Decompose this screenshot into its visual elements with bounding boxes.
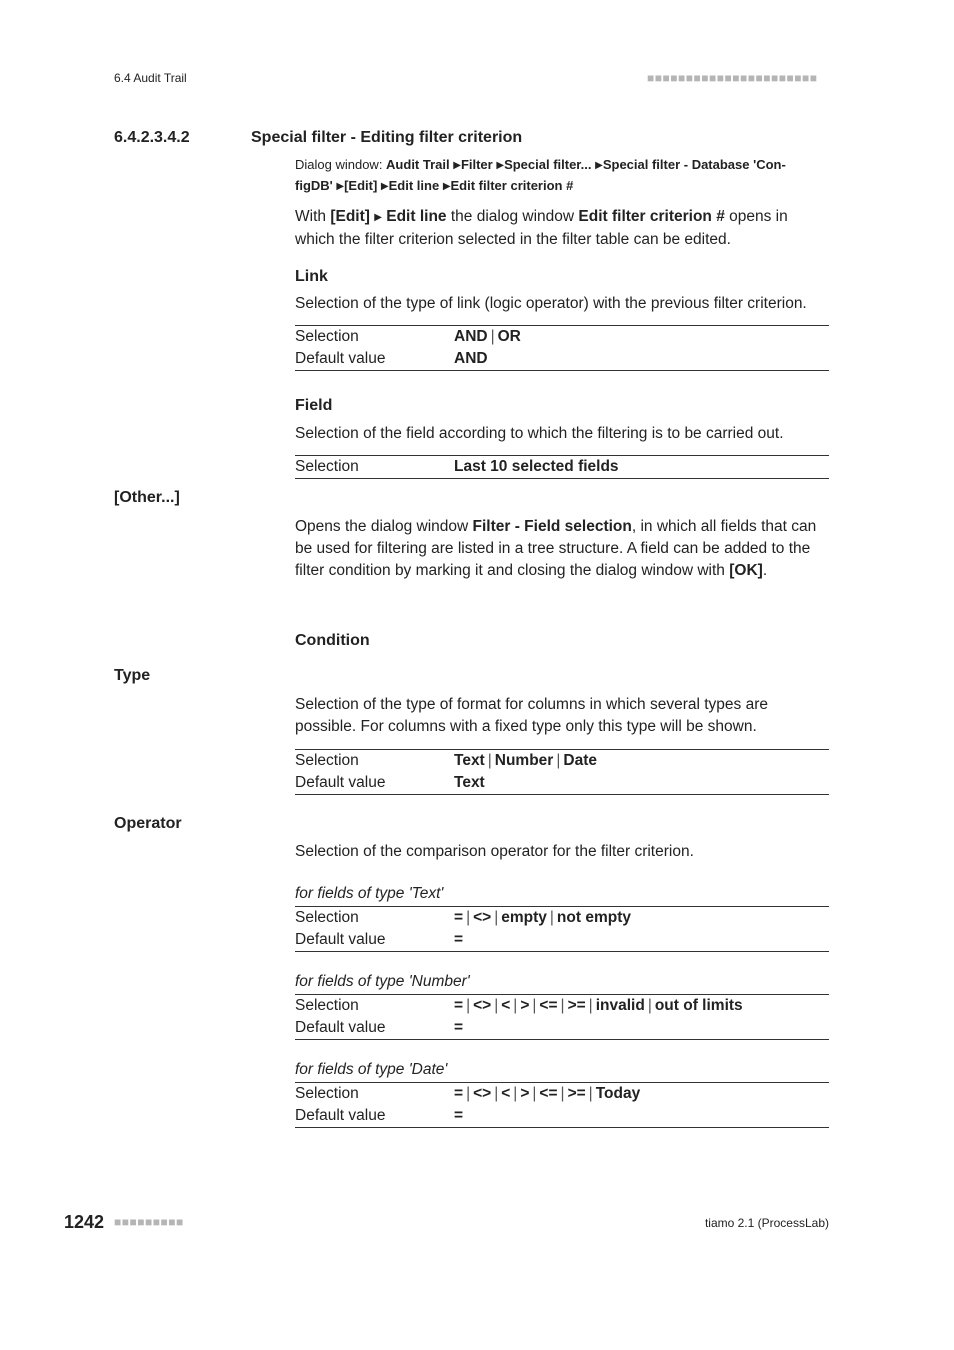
type-label: Type — [114, 667, 151, 684]
breadcrumb-item: Edit line — [388, 178, 440, 193]
triangle-icon: ▶ — [374, 212, 382, 223]
link-settings-table — [295, 325, 829, 371]
other-label: [Other...] — [114, 489, 180, 506]
default-value: = — [454, 1019, 464, 1036]
product-name: tiamo 2.1 (ProcessLab) — [704, 1216, 829, 1230]
table-row — [295, 326, 829, 349]
number-operators-caption: for fields of type 'Number' — [295, 973, 470, 990]
triangle-icon: ▶ — [496, 160, 505, 171]
breadcrumb-item: Edit filter criterion # — [450, 178, 574, 193]
breadcrumb-item: Special filter... — [504, 157, 592, 172]
selection-label: Selection — [295, 752, 359, 769]
triangle-icon: ▶ — [595, 160, 603, 171]
selection-label: Selection — [295, 909, 359, 926]
text-operators-caption: for fields of type 'Text' — [295, 885, 444, 902]
selection-values: = | <> | empty | not empty — [454, 909, 631, 926]
operator-label: Operator — [114, 815, 182, 832]
selection-label: Selection — [295, 997, 359, 1014]
default-label: Default value — [295, 774, 386, 791]
table-row — [295, 929, 829, 952]
selection-label: Selection — [295, 458, 359, 475]
page-number: 1242 — [64, 1212, 105, 1232]
default-label: Default value — [295, 931, 386, 948]
triangle-icon: ▶ — [336, 181, 345, 192]
default-label: Default value — [295, 1107, 386, 1124]
section-title: Special filter - Editing filter criterion — [251, 129, 523, 146]
operator-description: Selection of the comparison operator for the filter criterion. — [295, 843, 694, 860]
table-row — [295, 1017, 829, 1040]
text-operators-table — [295, 906, 829, 952]
table-row — [295, 1083, 829, 1106]
date-operators-caption: for fields of type 'Date' — [295, 1061, 448, 1078]
breadcrumb-item: figDB' — [295, 178, 333, 193]
breadcrumb-item: [Edit] — [344, 178, 378, 193]
breadcrumb-item: Audit Trail — [386, 157, 450, 172]
table-row — [295, 348, 829, 371]
field-description: Selection of the field according to which the filtering is to be carried out. — [295, 425, 784, 442]
header-dots: ■■■■■■■■■■■■■■■■■■■■■■ — [647, 71, 818, 85]
dialog-breadcrumb — [295, 155, 829, 197]
breadcrumb-item: Filter — [460, 157, 493, 172]
breadcrumb-item: Special filter - Database 'Con- — [602, 157, 786, 172]
footer-dots: ■■■■■■■■■ — [114, 1215, 184, 1229]
section-number: 6.4.2.3.4.2 — [114, 129, 190, 146]
default-value: = — [454, 931, 464, 948]
selection-values: AND | OR — [454, 328, 521, 345]
default-value: = — [454, 1107, 464, 1124]
default-value: Text — [454, 774, 485, 791]
selection-value: Last 10 selected fields — [454, 458, 619, 475]
triangle-icon: ▶ — [442, 181, 451, 192]
intro-paragraph: With [Edit] ▶ Edit line the dialog window Edit filter criterion # opens in which the filter criterion selected in the filter table can be edited. — [295, 208, 788, 248]
default-value: AND — [454, 350, 488, 367]
default-label: Default value — [295, 350, 386, 367]
table-row — [295, 995, 829, 1018]
table-row — [295, 1105, 829, 1128]
breadcrumb-prefix: Dialog window: — [295, 157, 387, 172]
date-operators-table — [295, 1082, 829, 1128]
link-description: Selection of the type of link (logic operator) with the previous filter criterion. — [295, 295, 807, 312]
triangle-icon: ▶ — [380, 181, 389, 192]
number-operators-table — [295, 994, 829, 1040]
selection-values: = | <> | < | > | <= | >= | invalid | out of limits — [454, 997, 743, 1014]
type-description: Selection of the type of format for columns in which several types are possible. For columns with a fixed type only this type will be shown. — [295, 696, 768, 735]
table-row — [295, 907, 829, 930]
running-header: 6.4 Audit Trail — [114, 71, 187, 85]
table-row — [295, 456, 829, 479]
selection-values: Text | Number | Date — [454, 752, 597, 769]
condition-heading: Condition — [295, 632, 370, 649]
table-row — [295, 750, 829, 773]
triangle-icon: ▶ — [453, 160, 461, 171]
table-row — [295, 772, 829, 795]
selection-label: Selection — [295, 1085, 359, 1102]
selection-values: = | <> | < | > | <= | >= | Today — [454, 1085, 641, 1102]
link-heading: Link — [295, 268, 328, 285]
default-label: Default value — [295, 1019, 386, 1036]
field-settings-table — [295, 455, 829, 479]
type-settings-table — [295, 749, 829, 795]
other-description: Opens the dialog window Filter - Field selection, in which all fields that can be used for filtering are listed in a tree structure. A field can be added to the filter condition by marking it and closing the dialog window with [OK]. — [295, 518, 817, 579]
selection-label: Selection — [295, 328, 359, 345]
field-heading: Field — [295, 397, 333, 414]
